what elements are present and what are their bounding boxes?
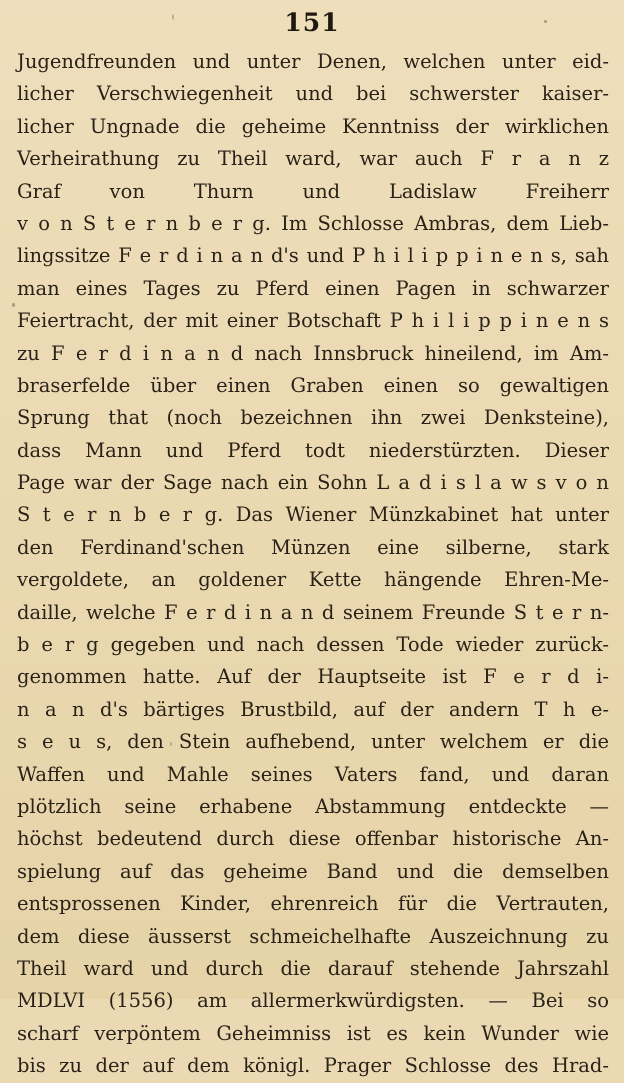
text-line: v o n S t e r n b e r g. Im Schlosse Ambras, dem Lieb- bbox=[17, 211, 609, 235]
text-line: spielung auf das geheime Band und die demselben bbox=[17, 859, 609, 883]
text-line: vergoldete, an goldener Kette hängende Ehren-Me- bbox=[17, 568, 609, 592]
page-number: 151 bbox=[284, 8, 340, 37]
text-line: Jugendfreunden und unter Denen, welchen unter eid- bbox=[17, 50, 609, 73]
text-line: n a n d's bärtiges Brustbild, auf der andern T h e- bbox=[17, 697, 609, 721]
text-line: MDLVI (1556) am allermerkwürdigsten. — Bei so bbox=[17, 989, 609, 1013]
text-line: braserfelde über einen Graben einen so gewaltigen bbox=[17, 373, 609, 397]
text-line: entsprossenen Kinder, ehrenreich für die Vertrauten, bbox=[17, 892, 609, 916]
text-line: Graf von Thurn und Ladislaw Freiherr bbox=[17, 179, 609, 203]
text-line: s e u s, den Stein aufhebend, unter welchem er die bbox=[17, 730, 609, 754]
text-line: licher Ungnade die geheime Kenntniss der wirklichen bbox=[17, 114, 609, 138]
paper-speck bbox=[172, 14, 174, 20]
text-line: b e r g gegeben und nach dessen Tode wieder zurück- bbox=[17, 633, 609, 657]
body-text bbox=[17, 46, 609, 1083]
text-line: lingssitze F e r d i n a n d's und P h i l i p p i n e n s, sah bbox=[17, 244, 609, 268]
text-line: den Ferdinand'schen Münzen eine silberne, stark bbox=[17, 535, 609, 559]
text-line: Waffen und Mahle seines Vaters fand, und daran bbox=[17, 762, 609, 786]
paper-speck bbox=[12, 303, 15, 307]
text-line: man eines Tages zu Pferd einen Pagen in schwarzer bbox=[17, 276, 609, 300]
text-line: daille, welche F e r d i n a n d seinem Freunde S t e r n- bbox=[17, 600, 609, 624]
text-line: Theil ward und durch die darauf stehende Jahrszahl bbox=[17, 956, 609, 980]
text-line: Page war der Sage nach ein Sohn L a d i s l a w s v o n bbox=[17, 471, 609, 495]
text-line: dass Mann und Pferd todt niederstürzten. Dieser bbox=[17, 438, 609, 462]
text-line: S t e r n b e r g. Das Wiener Münzkabinet hat unter bbox=[17, 503, 609, 527]
text-line: zu F e r d i n a n d nach Innsbruck hineilend, im Am- bbox=[17, 341, 609, 365]
text-line: bis zu der auf dem königl. Prager Schlosse des Hrad- bbox=[17, 1054, 609, 1078]
paper-speck bbox=[544, 20, 547, 23]
text-line: Verheirathung zu Theil ward, war auch F r a n z bbox=[17, 147, 609, 171]
text-line: plötzlich seine erhabene Abstammung entdeckte — bbox=[17, 794, 609, 818]
text-line: scharf verpöntem Geheimniss ist es kein Wunder wie bbox=[17, 1021, 609, 1045]
text-line: höchst bedeutend durch diese offenbar historische An- bbox=[17, 827, 609, 851]
text-line: Sprung that (noch bezeichnen ihn zwei Denksteine), bbox=[17, 406, 609, 430]
text-line: licher Verschwiegenheit und bei schwerster kaiser- bbox=[17, 82, 609, 106]
text-line: genommen hatte. Auf der Hauptseite ist F e r d i- bbox=[17, 665, 609, 689]
text-line: Feiertracht, der mit einer Botschaft P h i l i p p i n e n s bbox=[17, 309, 609, 333]
text-line: dem diese äusserst schmeichelhafte Auszeichnung zu bbox=[17, 924, 609, 948]
